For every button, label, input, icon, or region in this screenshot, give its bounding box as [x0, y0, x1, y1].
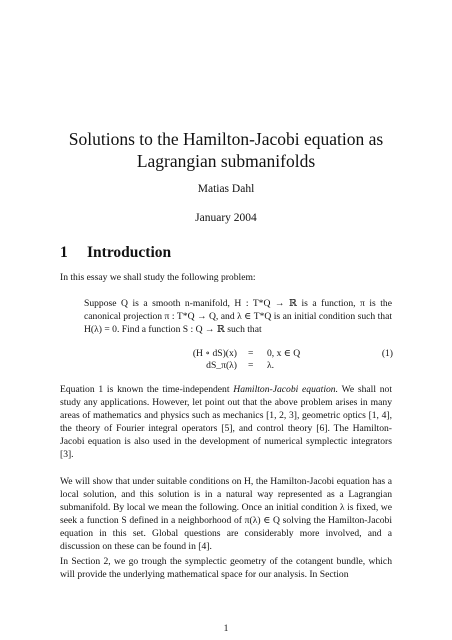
section-number: 1 [60, 244, 68, 261]
equation-lhs: dS_π(λ) [206, 360, 237, 371]
intro-paragraph: In this essay we shall study the following problem: [60, 272, 256, 283]
equation-number: (1) [381, 348, 393, 359]
equation-block [175, 348, 393, 372]
equation-rhs: 0, x ∈ Q [267, 348, 301, 359]
page-number: 1 [223, 623, 229, 634]
problem-statement: Suppose Q is a smooth n-manifold, H : T*Q → ℝ is a function, π is the canonical projection π : T*Q → Q, and λ ∈ T*Q is an initial condition such that H(λ) = 0. Find a function S : Q → ℝ such that [84, 298, 392, 335]
body-paragraph: In Section 2, we go trough the symplectic geometry of the cotangent bundle, which will provide the underlying mathematical space for our analysis. In Section [60, 556, 392, 580]
section-heading [60, 244, 171, 262]
equation-rhs: λ. [267, 360, 275, 371]
equation-row [175, 348, 393, 360]
equation-equals: = [248, 348, 254, 359]
equation-row [175, 360, 393, 372]
paragraph-text: We shall not study any applications. However, let point out that the above problem arises in many areas of mathematics and physics such as mechanics [1, 2, 3], geometric optics [1, 4], the theory of Fourier integral operators [5], and control theory [6]. The Hamilton-Jacobi equation is also used in the development of numerical symplectic integrators [3]. [60, 384, 392, 460]
equation-lhs: (H ∘ dS)(x) [192, 348, 237, 359]
author-name: Matias Dahl [197, 183, 255, 195]
equation-equals: = [248, 360, 254, 371]
emphasized-term: Hamilton-Jacobi equation. [233, 384, 338, 395]
paper-title: Solutions to the Hamilton-Jacobi equation as Lagrangian submanifolds [68, 129, 384, 171]
section-title: Introduction [87, 244, 172, 261]
body-paragraph: We will show that under suitable conditions on H, the Hamilton-Jacobi equation has a local solution, and this solution is in a natural way represented as a Lagrangian submanifold. By local we mean the following. Once an initial condition λ is fixed, we seek a function S defined in a neighborhood of π(λ) ∈ Q solving the Hamilton-Jacobi equation in this set. Global questions are considerably more involved, and a discussion on these can be found in [4]. [60, 476, 392, 552]
paragraph-text: Equation 1 is known the time-independent [60, 384, 234, 395]
publication-date: January 2004 [195, 212, 257, 224]
body-paragraph [60, 383, 392, 461]
